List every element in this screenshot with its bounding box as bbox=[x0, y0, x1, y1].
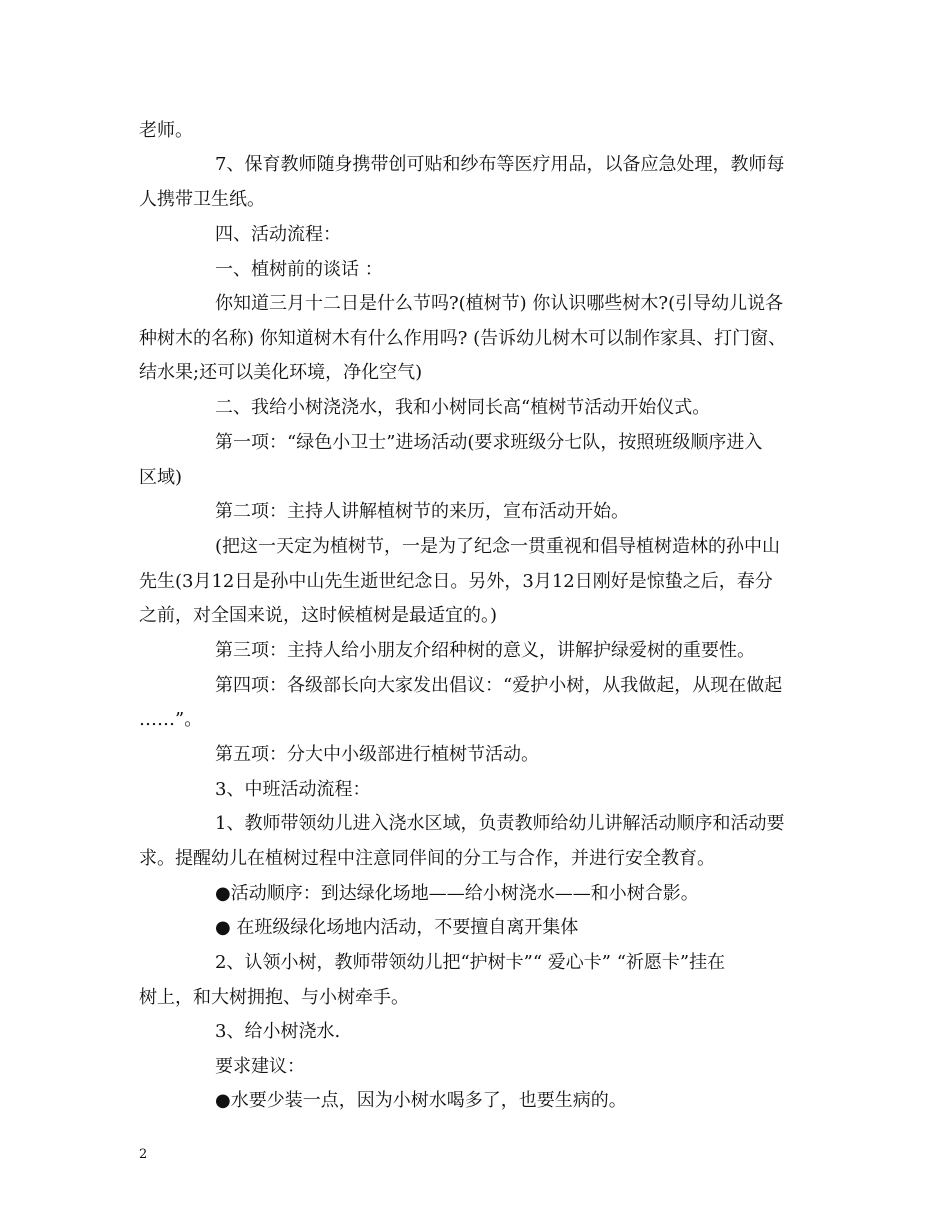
subsection-heading: 二、我给小树浇浇水，我和小树同长高“植树节活动开始仪式。 bbox=[215, 397, 711, 418]
text-line: ……”。 bbox=[139, 709, 203, 730]
text-line: 人携带卫生纸。 bbox=[139, 189, 265, 210]
text-line: 第一项：“绿色小卫士”进场活动(要求班级分七队，按照班级顺序进入 bbox=[215, 432, 763, 453]
text-line: 老师。 bbox=[139, 120, 193, 141]
subsection-heading: 一、植树前的谈话 ： bbox=[215, 259, 383, 280]
text-line: 第五项：分大中小级部进行植树节活动。 bbox=[215, 744, 539, 765]
text-line: 结水果;还可以美化环境，净化空气) bbox=[139, 362, 423, 383]
text-line: 第三项：主持人给小朋友介绍种树的意义，讲解护绿爱树的重要性。 bbox=[215, 640, 755, 661]
bullet-item: ● 在班级绿化场地内活动，不要擅自离开集体 bbox=[215, 917, 579, 938]
text-line: 第二项：主持人讲解植树节的来历，宣布活动开始。 bbox=[215, 501, 629, 522]
text-line: 2、认领小树，教师带领幼儿把“护树卡”“ 爱心卡” “祈愿卡”挂在 bbox=[215, 952, 726, 973]
text-line: 先生(3月12日是孙中山先生逝世纪念日。另外，3月12日刚好是惊蛰之后，春分 bbox=[139, 571, 773, 592]
page-number: 2 bbox=[139, 1147, 148, 1162]
bullet-item: ●活动顺序：到达绿化场地——给小树浇水——和小树合影。 bbox=[215, 883, 699, 904]
text-line: 树上，和大树拥抱、与小树牵手。 bbox=[139, 987, 409, 1008]
subsection-heading: 3、中班活动流程： bbox=[215, 779, 371, 800]
text-line: 你知道三月十二日是什么节吗?(植树节) 你认识哪些树木?(引导幼儿说各 bbox=[215, 293, 784, 314]
text-line: 区域) bbox=[139, 467, 183, 488]
text-line: 7、保育教师随身携带创可贴和纱布等医疗用品，以备应急处理，教师每 bbox=[215, 154, 785, 175]
text-line: 之前，对全国来说，这时候植树是最适宜的。) bbox=[139, 605, 498, 626]
text-line: 求。提醒幼儿在植树过程中注意同伴间的分工与合作，并进行安全教育。 bbox=[139, 848, 715, 869]
text-line: (把这一天定为植树节，一是为了纪念一贯重视和倡导植树造林的孙中山 bbox=[215, 536, 781, 557]
text-line: 3、给小树浇水. bbox=[215, 1021, 341, 1042]
text-line: 1、教师带领幼儿进入浇水区域，负责教师给幼儿讲解活动顺序和活动要 bbox=[215, 813, 785, 834]
section-heading: 四、活动流程： bbox=[215, 224, 341, 245]
text-line: 要求建议： bbox=[215, 1056, 305, 1077]
bullet-item: ●水要少装一点，因为小树水喝多了，也要生病的。 bbox=[215, 1090, 627, 1111]
text-line: 第四项：各级部长向大家发出倡议：“爱护小树，从我做起，从现在做起 bbox=[215, 675, 783, 696]
text-line: 种树木的名称) 你知道树木有什么作用吗? (告诉幼儿树木可以制作家具、打门窗、 bbox=[139, 328, 787, 349]
